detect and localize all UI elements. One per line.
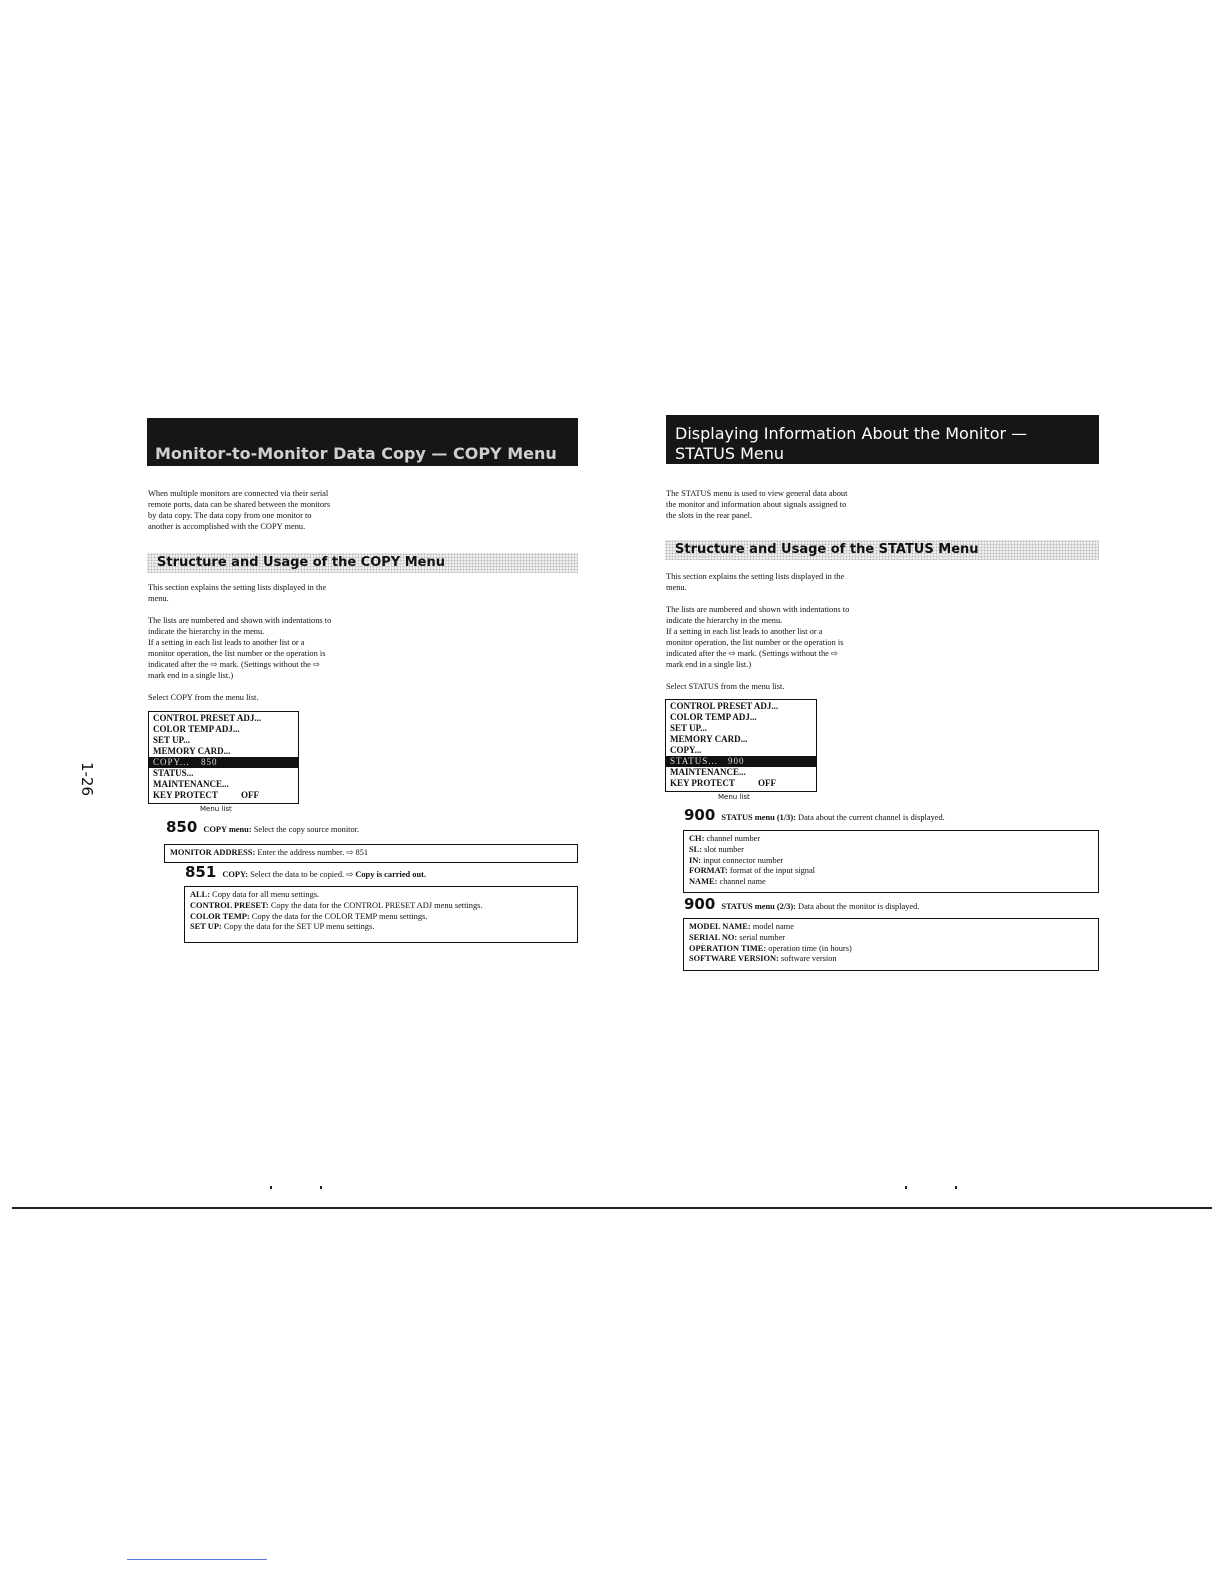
copy-intro-line: another is accomplished with the COPY menu. [148, 522, 306, 531]
entry-900-2: 900 STATUS menu (2/3): Data about the monitor is displayed. [684, 895, 920, 913]
copy-body-line: mark end in a single list.) [148, 671, 234, 680]
bottom-rule [12, 1207, 1212, 1209]
status-structure-subheading-text: Structure and Usage of the STATUS Menu [675, 542, 979, 557]
copy-body-line: indicated after the ⇨ mark. (Settings without the ⇨ [148, 660, 320, 669]
menu-item-selected: STATUS... 900 [666, 756, 816, 767]
status-menu-title-line1: Displaying Information About the Monitor — [675, 424, 1028, 443]
scan-dot [905, 1186, 907, 1189]
menu-item: COLOR TEMP ADJ... [153, 724, 240, 734]
status-body-line: Select STATUS from the menu list. [666, 682, 785, 691]
bottom-link-underline [127, 1559, 267, 1560]
menu-item: STATUS... [153, 768, 194, 778]
menu-item: CONTROL PRESET ADJ... [153, 713, 262, 723]
status-structure-subheading [665, 540, 1099, 560]
status-menu-caption: Menu list [718, 793, 750, 801]
menu-item: MAINTENANCE... [153, 779, 229, 789]
menu-item: COPY... [670, 745, 702, 755]
copy-body-line: This section explains the setting lists displayed in the [148, 583, 327, 592]
status-body [666, 571, 849, 692]
status-intro [666, 488, 847, 521]
menu-item: CONTROL PRESET ADJ... [670, 701, 779, 711]
entry-850: 850 COPY menu: Select the copy source monitor. [166, 818, 360, 836]
copy-intro [148, 488, 330, 532]
status-body-line: indicated after the ⇨ mark. (Settings without the ⇨ [666, 649, 838, 658]
copy-intro-line: by data copy. The data copy from one monitor to [148, 511, 312, 520]
copy-body [148, 582, 331, 703]
copy-body-line: Select COPY from the menu list. [148, 693, 259, 702]
box-900-1: CH: channel number SL: slot number IN: input connector number FORMAT: format of the input signal NAME: channel name [683, 830, 1099, 893]
menu-item-selected: COPY... 850 [149, 757, 298, 768]
copy-structure-subheading-text: Structure and Usage of the COPY Menu [157, 555, 445, 570]
menu-item: KEY PROTECT OFF [670, 778, 776, 788]
status-body-line: mark end in a single list.) [666, 660, 752, 669]
status-body-line: If a setting in each list leads to another list or a [666, 627, 823, 636]
menu-item: SET UP... [670, 723, 708, 733]
status-body-line: indicate the hierarchy in the menu. [666, 616, 783, 625]
copy-body-line: indicate the hierarchy in the menu. [148, 627, 265, 636]
menu-item: SET UP... [153, 735, 191, 745]
entry-900-1: 900 STATUS menu (1/3): Data about the current channel is displayed. [684, 806, 945, 824]
status-intro-line: the slots in the rear panel. [666, 511, 753, 520]
menu-item: MEMORY CARD... [670, 734, 748, 744]
copy-menu-title-banner [147, 418, 578, 466]
status-menu-title-line2: STATUS Menu [675, 444, 785, 463]
box-900-2: MODEL NAME: model name SERIAL NO: serial number OPERATION TIME: operation time (in hours) SOFTWARE VERSION: software version [683, 918, 1099, 971]
status-menu-list [665, 699, 817, 792]
status-menu-title-banner [666, 415, 1099, 464]
status-body-line: This section explains the setting lists displayed in the [666, 572, 845, 581]
status-body-line: monitor operation, the list number or the operation is [666, 638, 844, 647]
copy-body-line: The lists are numbered and shown with indentations to [148, 616, 332, 625]
copy-intro-line: When multiple monitors are connected via their serial [148, 489, 329, 498]
copy-menu-caption: Menu list [200, 805, 232, 813]
copy-menu-title: Monitor-to-Monitor Data Copy — COPY Menu [155, 444, 557, 463]
box-850: MONITOR ADDRESS: Enter the address number. ⇨ 851 [164, 844, 578, 863]
scan-dot [270, 1186, 272, 1189]
page-number: 1-26 [78, 761, 97, 797]
copy-body-line: If a setting in each list leads to another list or a [148, 638, 305, 647]
menu-item: COLOR TEMP ADJ... [670, 712, 757, 722]
entry-851: 851 COPY: Select the data to be copied. ⇨ Copy is carried out. [185, 863, 427, 881]
menu-item: KEY PROTECT OFF [153, 790, 259, 800]
menu-item: MEMORY CARD... [153, 746, 231, 756]
copy-menu-list [148, 711, 299, 804]
box-851: ALL: Copy data for all menu settings. CONTROL PRESET: Copy the data for the CONTROL PRESET ADJ menu settings. COLOR TEMP: Copy the data for the COLOR TEMP menu settings. SET UP: Copy the data for the SET UP menu settings. [184, 886, 578, 943]
scan-dot [955, 1186, 957, 1189]
copy-structure-subheading [147, 553, 578, 573]
status-intro-line: the monitor and information about signals assigned to [666, 500, 847, 509]
menu-item: MAINTENANCE... [670, 767, 746, 777]
status-intro-line: The STATUS menu is used to view general data about [666, 489, 848, 498]
copy-body-line: menu. [148, 594, 169, 603]
status-body-line: The lists are numbered and shown with indentations to [666, 605, 850, 614]
scan-dot [320, 1186, 322, 1189]
copy-body-line: monitor operation, the list number or the operation is [148, 649, 326, 658]
copy-intro-line: remote ports, data can be shared between the monitors [148, 500, 331, 509]
status-body-line: menu. [666, 583, 687, 592]
